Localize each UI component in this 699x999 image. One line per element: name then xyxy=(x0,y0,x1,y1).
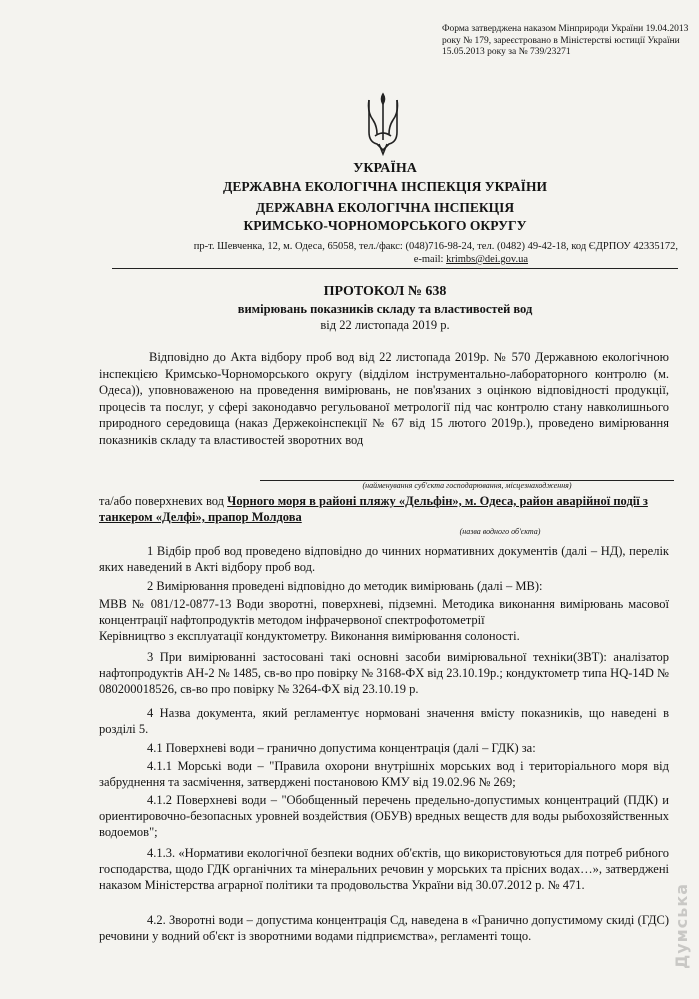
contact-info xyxy=(112,240,678,266)
trident-emblem-icon xyxy=(363,90,403,156)
water-prefix: та/або поверхневих вод xyxy=(99,494,225,508)
section-4-2: 4.2. Зворотні води – допустима концентрація Сд, наведена в «Гранично допустимому скиді (ГДС) речовини у водний об'єкт із зворотними водами підприємства», регламенті тощо. xyxy=(99,913,669,943)
section-4-1-3: 4.1.3. «Нормативи екологічної безпеки водних об'єктів, що використовуються для потреб рибного господарства, щодо ГДК органічних та мінеральних речовин у морських та прісних водах…», затверджені наказом Міністерства аграрної політики та продовольства України від 30.07.2012 р. № 471. xyxy=(99,846,669,892)
email-link[interactable]: krimbs@dei.gov.ua xyxy=(446,254,528,265)
section-2-extra: Керівництво з експлуатації кондуктометру. Виконання вимірювання солоності. xyxy=(99,629,520,643)
section-2-method: МВВ № 081/12-0877-13 Води зворотні, поверхневі, підземні. Методика виконання вимірювань масової концентрації нафтопродуктів методом інфрачервоної спектрофотометрії xyxy=(99,597,669,627)
contact-address: пр-т. Шевченка, 12, м. Одеса, 65058, тел./факс: (048)716-98-24, тел. (0482) 49-42-18, код ЄДРПОУ 42335172, xyxy=(193,241,678,252)
section-3: 3 При вимірюванні застосовані такі основні засоби вимірювальної техніки(ЗВТ): аналізатор нафтопродуктів АН-2 № 1485, св-во про повірку № 3168-ФХ від 23.10.19р.; кондуктометр типа НQ-14D № 080200018526, св-во про повірку № 3264-ФХ від 23.10.19 р. xyxy=(99,650,669,696)
protocol-date: від 22 листопада 2019 р. xyxy=(320,318,450,332)
section-4: 4 Назва документа, який регламентує нормовані значення вмісту показників, що наведені в розділі 5. xyxy=(99,706,669,736)
section-1: 1 Відбір проб вод проведено відповідно до чинних нормативних документів (далі – НД), перелік яких наведений в Акті відбору проб вод. xyxy=(99,544,669,574)
section-4-1-1: 4.1.1 Морські води – "Правила охорони внутрішніх морських вод і територіального моря від забруднення та засмічення, затверджені постановою КМУ від 19.02.96 № 269; xyxy=(99,759,669,789)
section-4-1-2: 4.1.2 Поверхневі води – "Обобщенный перечень предельно-допустимых концентраций (ПДК) и ориентировочно-безопасных уровней воздействия (ОБУВ) вредных веществ для воды рыбохозяйственных водоемов"; xyxy=(99,793,669,839)
header-country: УКРАЇНА xyxy=(353,161,417,176)
section-4-1: 4.1 Поверхневі води – гранично допустима концентрація (далі – ГДК) за: xyxy=(147,741,536,755)
form-approval-note: Форма затверджена наказом Мінприроди України 19.04.2013 року № 179, зареєстровано в Міністерстві юстиції України 15.05.2013 року за № 739/23271 xyxy=(442,24,689,57)
subject-caption: (найменування суб'єкта господарювання, місцезнаходження) xyxy=(362,481,572,490)
header-division-line1: ДЕРЖАВНА ЕКОЛОГІЧНА ІНСПЕКЦІЯ xyxy=(255,200,515,215)
water-object-line xyxy=(99,493,674,525)
intro-paragraph: Відповідно до Акта відбору проб вод від 22 листопада 2019р. № 570 Державною екологічною інспекцією Кримсько-Чорноморського округу (відділом інструментально-лабораторного контролю (м. Одеса)), уповноваженою на проведення вимірювань, не пов'язаних з оцінкою відповідності продукції, процесів та послуг, у сфері законодавчо регульованої метрології під час контролю стану навколишнього природного середовища (наказ Держекоінспекції № 67 від 15 лютого 2019р.), проведено вимірювання показників складу та властивостей зворотних вод xyxy=(99,350,669,447)
protocol-title: ПРОТОКОЛ № 638 xyxy=(323,284,447,299)
object-caption: (назва водного об'єкта) xyxy=(459,527,541,536)
header-division-line2: КРИМСЬКО-ЧОРНОМОРСЬКОГО ОКРУГУ xyxy=(243,218,527,233)
section-2-heading: 2 Вимірювання проведені відповідно до методик вимірювань (далі – МВ): xyxy=(147,579,543,593)
watermark-logo: Думська xyxy=(672,882,691,969)
email-label: e-mail: xyxy=(413,254,444,265)
header-divider xyxy=(112,268,678,269)
header-agency: ДЕРЖАВНА ЕКОЛОГІЧНА ІНСПЕКЦІЯ УКРАЇНИ xyxy=(223,179,547,194)
water-object-name: Чорного моря в районі пляжу «Дельфін», м. Одеса, район аварійної події з танкером «Делфі», прапор Молдова xyxy=(99,494,648,524)
protocol-subtitle: вимірювань показників складу та властивостей вод xyxy=(237,302,533,316)
